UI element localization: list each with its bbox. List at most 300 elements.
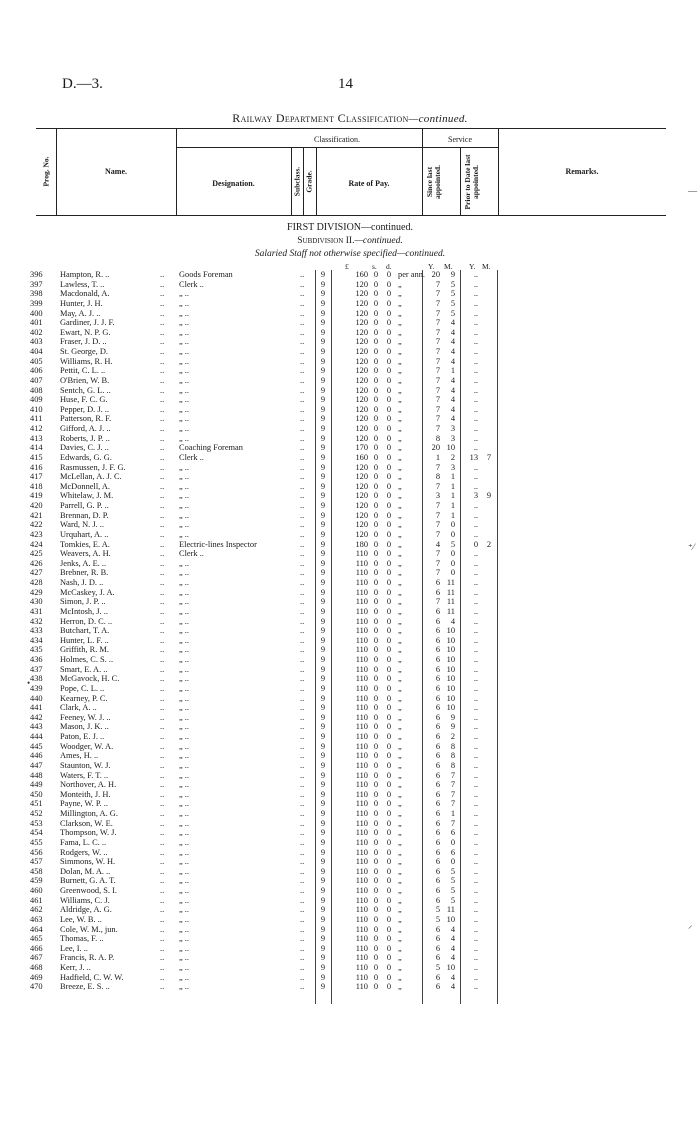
cell-prog-no: 422	[30, 520, 43, 530]
cell-name: Greenwood, S. I.	[60, 886, 117, 895]
cell-designation: „ ..	[179, 828, 189, 838]
cell-pay-shillings: 0	[373, 318, 379, 328]
cell-prog-no: 412	[30, 424, 43, 433]
header-designation: Designation.	[212, 179, 255, 188]
cell-designation: „ ..	[179, 876, 189, 886]
cell-grade: 9	[320, 953, 326, 963]
cell-service-years: 6	[435, 809, 440, 818]
cell-pay-pounds: 110	[355, 866, 368, 876]
cell-service-months: 0	[450, 558, 455, 568]
cell-pay-pence: 0	[386, 568, 392, 578]
cell-pay-shillings: 0	[373, 578, 379, 587]
cell-grade: 9	[320, 433, 326, 443]
cell-pay-pence: 0	[386, 578, 392, 587]
cell-service-years: 7	[435, 318, 440, 328]
cell-leader: ..	[160, 375, 165, 385]
table-row	[0, 289, 700, 299]
cell-service-months: 3	[450, 433, 455, 443]
cell-prior-years: ..	[473, 626, 478, 636]
cell-name: McIntosh, J. ..	[60, 606, 108, 616]
cell-service-months: 5	[450, 866, 455, 876]
table-row	[0, 944, 700, 954]
cell-name: Ames, H. ..	[60, 751, 99, 761]
cell-service-months: 2	[450, 732, 455, 741]
cell-service-months: 5	[450, 886, 455, 895]
cell-pay-period: „	[398, 664, 402, 674]
cell-leader: ..	[160, 462, 165, 472]
cell-leader: ..	[300, 501, 305, 510]
table-row	[0, 703, 700, 713]
cell-leader: ..	[160, 578, 165, 587]
cell-grade: 9	[320, 818, 326, 828]
cell-service-years: 7	[435, 347, 440, 356]
cell-prior-years: ..	[473, 847, 478, 857]
cell-leader: ..	[160, 452, 165, 462]
cell-service-months: 10	[446, 443, 455, 453]
cell-designation: „ ..	[179, 693, 189, 703]
cell-designation: „ ..	[179, 424, 189, 433]
cell-service-months: 4	[450, 375, 455, 385]
table-row	[0, 915, 700, 925]
cell-prog-no: 408	[30, 385, 43, 395]
cell-grade: 9	[320, 606, 326, 616]
cell-service-months: 3	[450, 462, 455, 472]
cell-name: Jenks, A. E. ..	[60, 558, 107, 568]
cell-service-months: 7	[450, 789, 455, 799]
cell-prior-years: ..	[473, 722, 478, 732]
cell-pay-pence: 0	[386, 472, 392, 482]
cell-pay-pounds: 120	[355, 318, 368, 328]
cell-name: Pettit, C. L. ..	[60, 366, 106, 376]
cell-pay-pence: 0	[386, 751, 392, 761]
cell-leader: ..	[160, 809, 165, 818]
cell-prog-no: 451	[30, 799, 43, 809]
cell-leader: ..	[160, 558, 165, 568]
cell-pay-period: „	[398, 924, 402, 934]
cell-pay-period: „	[398, 799, 402, 809]
table-row	[0, 925, 700, 935]
cell-pay-shillings: 0	[373, 828, 379, 838]
cell-name: Holmes, C. S. ..	[60, 655, 114, 664]
cell-leader: ..	[300, 308, 305, 318]
cell-pay-pence: 0	[386, 780, 392, 790]
cell-leader: ..	[300, 462, 305, 472]
cell-prior-years: ..	[473, 635, 478, 645]
cell-leader: ..	[160, 318, 165, 328]
cell-service-months: 5	[450, 279, 455, 289]
cell-service-years: 6	[435, 886, 440, 895]
cell-pay-shillings: 0	[373, 683, 379, 693]
cell-pay-pence: 0	[386, 558, 392, 568]
cell-grade: 9	[320, 693, 326, 703]
table-row	[0, 482, 700, 492]
cell-grade: 9	[320, 337, 326, 347]
table-row	[0, 376, 700, 386]
unit-pence: d.	[386, 262, 392, 271]
cell-service-months: 4	[450, 953, 455, 963]
cell-service-years: 6	[435, 674, 440, 684]
table-row	[0, 905, 700, 915]
cell-pay-shillings: 0	[373, 924, 379, 934]
document-code: D.—3.	[62, 76, 103, 92]
cell-pay-period: „	[398, 558, 402, 568]
cell-service-months: 11	[446, 587, 455, 597]
cell-service-months: 10	[446, 693, 455, 703]
cell-pay-pence: 0	[386, 424, 392, 433]
cell-name: Thomas, F. ..	[60, 934, 104, 944]
cell-pay-pounds: 110	[355, 780, 368, 790]
cell-leader: ..	[160, 722, 165, 732]
cell-pay-period: „	[398, 732, 402, 741]
cell-service-years: 6	[435, 712, 440, 722]
cell-prog-no: 438	[30, 674, 43, 684]
cell-prior-years: ..	[473, 664, 478, 674]
cell-name: Kearney, P. C.	[60, 693, 108, 703]
cell-pay-shillings: 0	[373, 789, 379, 799]
cell-grade: 9	[320, 308, 326, 318]
cell-leader: ..	[160, 683, 165, 693]
cell-service-years: 6	[435, 857, 440, 867]
cell-prog-no: 444	[30, 732, 43, 741]
cell-service-years: 4	[435, 539, 440, 549]
table-row	[0, 848, 700, 858]
cell-leader: ..	[160, 347, 165, 356]
cell-leader: ..	[160, 895, 165, 905]
cell-pay-pounds: 120	[355, 529, 368, 539]
cell-leader: ..	[300, 491, 305, 501]
cell-prior-years: ..	[473, 501, 478, 510]
cell-pay-pounds: 120	[355, 520, 368, 530]
cell-designation: „ ..	[179, 337, 189, 347]
cell-service-years: 5	[435, 914, 440, 924]
cell-leader: ..	[160, 298, 165, 308]
cell-prior-years: ..	[473, 645, 478, 655]
cell-pay-period: „	[398, 847, 402, 857]
cell-pay-shillings: 0	[373, 395, 379, 405]
cell-prior-years: ..	[473, 347, 478, 356]
cell-prior-years: ..	[473, 799, 478, 809]
cell-prog-no: 434	[30, 635, 43, 645]
cell-prior-years: ..	[473, 481, 478, 491]
cell-pay-period: „	[398, 703, 402, 713]
table-row	[0, 597, 700, 607]
cell-pay-pence: 0	[386, 375, 392, 385]
table-row	[0, 588, 700, 598]
cell-service-months: 4	[450, 982, 455, 992]
cell-leader: ..	[160, 828, 165, 838]
cell-designation: „ ..	[179, 289, 189, 299]
cell-pay-pence: 0	[386, 664, 392, 674]
cell-prog-no: 431	[30, 606, 43, 616]
cell-grade: 9	[320, 703, 326, 713]
table-row	[0, 424, 700, 434]
cell-pay-period: „	[398, 886, 402, 895]
cell-leader: ..	[300, 606, 305, 616]
cell-prior-years: ..	[473, 943, 478, 953]
cell-prog-no: 417	[30, 472, 43, 482]
cell-prior-years: ..	[473, 828, 478, 838]
cell-pay-pounds: 110	[355, 924, 368, 934]
cell-service-months: 4	[450, 414, 455, 424]
cell-pay-pence: 0	[386, 606, 392, 616]
cell-designation: „ ..	[179, 934, 189, 944]
cell-designation: „ ..	[179, 674, 189, 684]
header-classification: Classification.	[314, 135, 360, 144]
cell-name: Weavers, A. H.	[60, 549, 111, 559]
cell-pay-shillings: 0	[373, 837, 379, 847]
cell-pay-pence: 0	[386, 520, 392, 530]
cell-service-months: 9	[450, 270, 455, 279]
cell-leader: ..	[160, 751, 165, 761]
cell-designation: „ ..	[179, 655, 189, 664]
cell-leader: ..	[160, 741, 165, 751]
cell-prog-no: 439	[30, 683, 43, 693]
cell-prog-no: 449	[30, 780, 43, 790]
cell-pay-pounds: 110	[355, 828, 368, 838]
cell-leader: ..	[300, 318, 305, 328]
cell-pay-period: „	[398, 635, 402, 645]
cell-pay-shillings: 0	[373, 289, 379, 299]
cell-leader: ..	[300, 866, 305, 876]
cell-pay-pence: 0	[386, 895, 392, 905]
cell-leader: ..	[160, 635, 165, 645]
cell-prog-no: 462	[30, 905, 43, 915]
cell-pay-pence: 0	[386, 886, 392, 895]
cell-pay-period: „	[398, 876, 402, 886]
cell-designation: „ ..	[179, 866, 189, 876]
cell-name: Ewart, N. P. G.	[60, 327, 111, 337]
cell-designation: „ ..	[179, 683, 189, 693]
cell-grade: 9	[320, 809, 326, 818]
cell-service-months: 4	[450, 337, 455, 347]
cell-pay-period: „	[398, 934, 402, 944]
cell-prior-years: ..	[473, 866, 478, 876]
cell-prog-no: 466	[30, 943, 43, 953]
table-row	[0, 511, 700, 521]
cell-service-months: 11	[446, 606, 455, 616]
cell-service-months: 4	[450, 318, 455, 328]
cell-leader: ..	[300, 693, 305, 703]
cell-leader: ..	[160, 664, 165, 674]
cell-service-years: 7	[435, 308, 440, 318]
table-row	[0, 318, 700, 328]
cell-pay-pounds: 160	[355, 270, 368, 279]
cell-leader: ..	[300, 298, 305, 308]
cell-service-years: 6	[435, 982, 440, 992]
cell-prog-no: 411	[30, 414, 43, 424]
cell-name: Simon, J. P. ..	[60, 597, 106, 607]
cell-grade: 9	[320, 452, 326, 462]
cell-grade: 9	[320, 963, 326, 972]
cell-pay-shillings: 0	[373, 712, 379, 722]
cell-pay-pounds: 110	[355, 789, 368, 799]
cell-pay-pounds: 110	[355, 693, 368, 703]
cell-pay-shillings: 0	[373, 404, 379, 414]
cell-leader: ..	[160, 424, 165, 433]
cell-prog-no: 448	[30, 770, 43, 780]
cell-pay-pence: 0	[386, 828, 392, 838]
cell-service-years: 6	[435, 866, 440, 876]
cell-pay-shillings: 0	[373, 597, 379, 607]
cell-leader: ..	[300, 712, 305, 722]
cell-pay-shillings: 0	[373, 279, 379, 289]
cell-prior-years: ..	[473, 953, 478, 963]
cell-prior-years: ..	[473, 703, 478, 713]
cell-name: Aldridge, A. G.	[60, 905, 112, 915]
cell-pay-period: „	[398, 606, 402, 616]
cell-name: Waters, F. T. ..	[60, 770, 109, 780]
cell-pay-period: „	[398, 385, 402, 395]
cell-grade: 9	[320, 347, 326, 356]
cell-pay-pounds: 170	[355, 443, 368, 453]
cell-prog-no: 420	[30, 501, 43, 510]
cell-pay-pence: 0	[386, 645, 392, 655]
cell-leader: ..	[300, 270, 305, 279]
cell-leader: ..	[300, 424, 305, 433]
cell-name: Roberts, J. P. ..	[60, 433, 110, 443]
cell-prior-years: ..	[473, 472, 478, 482]
cell-pay-shillings: 0	[373, 626, 379, 636]
cell-grade: 9	[320, 395, 326, 405]
cell-pay-pence: 0	[386, 799, 392, 809]
staff-heading: Salaried Staff not otherwise specified—continued.	[254, 249, 446, 259]
cell-pay-period: „	[398, 452, 402, 462]
header-service: Service	[448, 135, 472, 144]
header-rule	[460, 147, 461, 215]
cell-name: Lee, W. B. ..	[60, 914, 102, 924]
cell-leader: ..	[300, 847, 305, 857]
cell-pay-pounds: 120	[355, 279, 368, 289]
cell-prior-years: ..	[473, 972, 478, 982]
cell-pay-pence: 0	[386, 404, 392, 414]
cell-service-months: 1	[450, 366, 455, 376]
cell-pay-pence: 0	[386, 279, 392, 289]
cell-leader: ..	[300, 510, 305, 520]
cell-prog-no: 396	[30, 270, 43, 279]
table-row	[0, 973, 700, 983]
table-row	[0, 896, 700, 906]
cell-grade: 9	[320, 635, 326, 645]
cell-leader: ..	[160, 876, 165, 886]
cell-leader: ..	[300, 741, 305, 751]
table-row	[0, 809, 700, 819]
cell-name: Pepper, D. J. ..	[60, 404, 109, 414]
cell-leader: ..	[300, 520, 305, 530]
cell-prog-no: 426	[30, 558, 43, 568]
cell-pay-period: „	[398, 837, 402, 847]
cell-leader: ..	[300, 780, 305, 790]
cell-prog-no: 424	[30, 539, 43, 549]
table-row	[0, 645, 700, 655]
cell-grade: 9	[320, 655, 326, 664]
cell-leader: ..	[300, 558, 305, 568]
cell-name: Sentch, G. L. ..	[60, 385, 111, 395]
cell-pay-shillings: 0	[373, 703, 379, 713]
cell-pay-period: „	[398, 539, 402, 549]
cell-pay-shillings: 0	[373, 298, 379, 308]
cell-prog-no: 428	[30, 578, 43, 587]
cell-service-years: 7	[435, 289, 440, 299]
cell-leader: ..	[300, 472, 305, 482]
cell-service-years: 7	[435, 424, 440, 433]
cell-pay-pence: 0	[386, 395, 392, 405]
cell-leader: ..	[160, 982, 165, 992]
cell-designation: Clerk ..	[179, 279, 204, 289]
cell-leader: ..	[160, 433, 165, 443]
cell-designation: „ ..	[179, 809, 189, 818]
cell-pay-pence: 0	[386, 549, 392, 559]
cell-designation: „ ..	[179, 645, 189, 655]
cell-service-months: 11	[446, 597, 455, 607]
cell-service-months: 4	[450, 347, 455, 356]
cell-leader: ..	[160, 914, 165, 924]
cell-pay-pence: 0	[386, 770, 392, 780]
cell-service-years: 6	[435, 751, 440, 761]
cell-service-years: 7	[435, 558, 440, 568]
cell-grade: 9	[320, 539, 326, 549]
cell-pay-period: „	[398, 443, 402, 453]
cell-pay-pounds: 120	[355, 337, 368, 347]
table-row	[0, 280, 700, 290]
cell-pay-pounds: 120	[355, 289, 368, 299]
cell-prog-no: 397	[30, 279, 43, 289]
cell-prior-years: ..	[473, 934, 478, 944]
cell-prog-no: 401	[30, 318, 43, 328]
cell-pay-pounds: 120	[355, 462, 368, 472]
cell-prog-no: 407	[30, 375, 43, 385]
cell-pay-shillings: 0	[373, 414, 379, 424]
cell-pay-pounds: 110	[355, 597, 368, 607]
cell-pay-shillings: 0	[373, 356, 379, 366]
cell-pay-shillings: 0	[373, 799, 379, 809]
cell-leader: ..	[300, 578, 305, 587]
cell-grade: 9	[320, 375, 326, 385]
cell-service-years: 7	[435, 549, 440, 559]
cell-pay-pounds: 110	[355, 606, 368, 616]
cell-leader: ..	[160, 847, 165, 857]
cell-leader: ..	[160, 308, 165, 318]
cell-service-months: 5	[450, 308, 455, 318]
cell-service-years: 6	[435, 837, 440, 847]
table-row	[0, 617, 700, 627]
cell-prog-no: 403	[30, 337, 43, 347]
cell-grade: 9	[320, 510, 326, 520]
cell-prog-no: 441	[30, 703, 43, 713]
cell-prior-years: ..	[473, 549, 478, 559]
cell-designation: „ ..	[179, 635, 189, 645]
cell-pay-period: „	[398, 712, 402, 722]
cell-leader: ..	[160, 886, 165, 895]
cell-pay-period: „	[398, 337, 402, 347]
cell-pay-shillings: 0	[373, 616, 379, 626]
cell-prior-years: ..	[473, 395, 478, 405]
cell-name: McLellan, A. J. C.	[60, 472, 122, 482]
table-row	[0, 299, 700, 309]
table-row	[0, 790, 700, 800]
cell-pay-pence: 0	[386, 982, 392, 992]
table-row	[0, 963, 700, 973]
table-row	[0, 472, 700, 482]
cell-service-months: 4	[450, 395, 455, 405]
cell-leader: ..	[300, 722, 305, 732]
cell-name: Millington, A. G.	[60, 809, 118, 818]
table-row	[0, 530, 700, 540]
cell-pay-pounds: 120	[355, 298, 368, 308]
cell-name: Nash, J. D. ..	[60, 578, 104, 587]
cell-pay-shillings: 0	[373, 857, 379, 867]
cell-pay-period: „	[398, 481, 402, 491]
cell-service-years: 6	[435, 953, 440, 963]
